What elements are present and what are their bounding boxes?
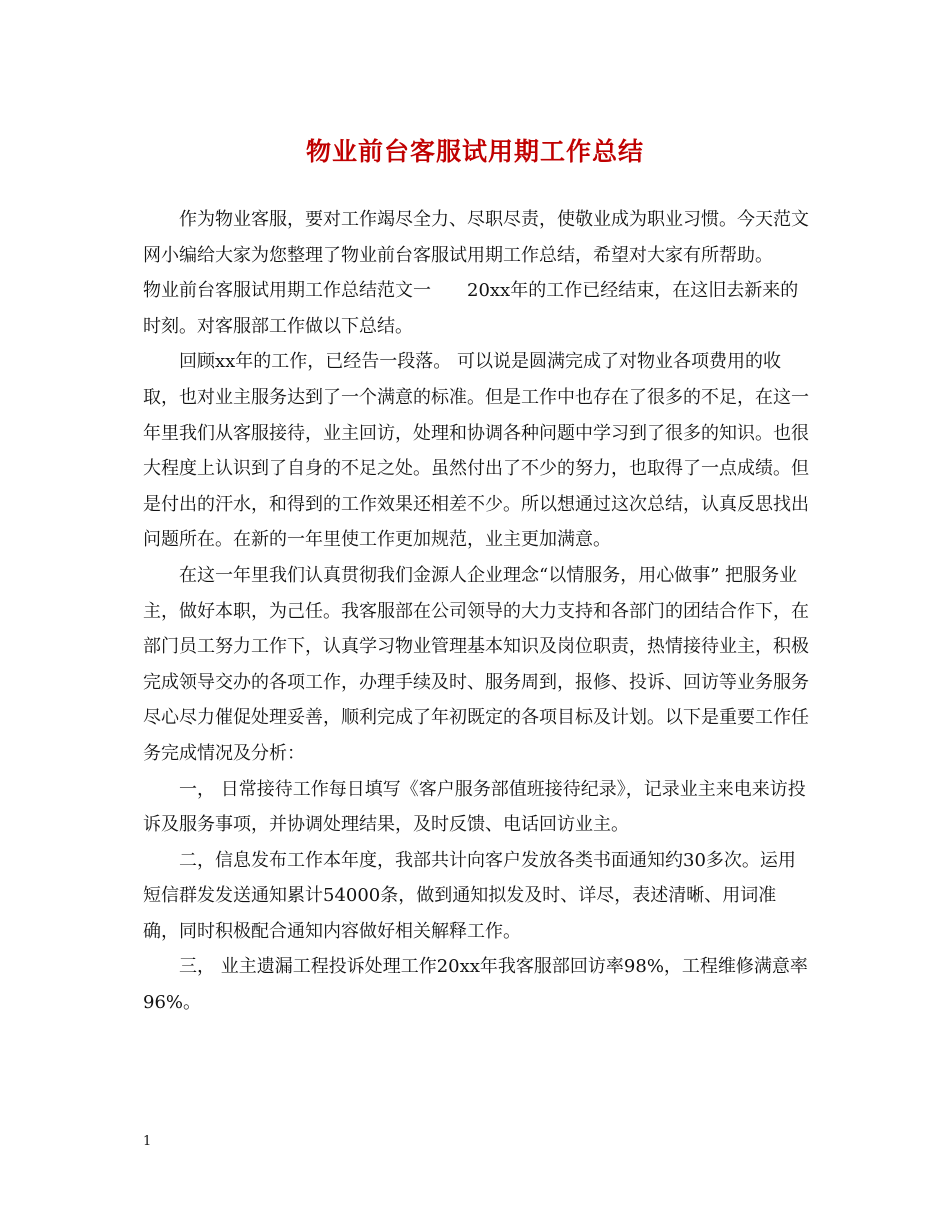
paragraph-item-three: 三， 业主遗漏工程投诉处理工作20xx年我客服部回访率98%，工程维修满意率96%。 (143, 956, 808, 1014)
document-body (143, 202, 811, 1021)
paragraph-item-one: 一， 日常接待工作每日填写《客户服务部值班接待纪录》，记录业主来电来访投诉及服务事项，并协调处理结果，及时反馈、电话回访业主。 (143, 778, 806, 836)
paragraph-sample-heading: 物业前台客服试用期工作总结范文一 20xx年的工作已经结束，在这旧去新来的时刻。对客服部工作做以下总结。 (143, 280, 799, 337)
document-title: 物业前台客服试用期工作总结 (305, 137, 644, 166)
paragraph-review: 回顾xx年的工作，已经告一段落。 可以说是圆满完成了对物业各项费用的收取，也对业主服务达到了一个满意的标准。但是工作中也存在了很多的不足，在这一年里我们从客服接待，业主回访，处理和协调各种问题中学习到了很多的知识。也很大程度上认识到了自身的不足之处。虽然付出了不少的努力，也取得了一点成绩。但是付出的汗水，和得到的工作效果还相差不少。所以想通过这次总结，认真反思找出问题所在。在新的一年里使工作更加规范，业主更加满意。 (143, 351, 809, 551)
paragraph-item-two: 二，信息发布工作本年度，我部共计向客户发放各类书面通知约30多次。运用短信群发发送通知累计54000条，做到通知拟发及时、详尽，表述清晰、用词准确，同时积极配合通知内容做好相关解释工作。 (143, 849, 796, 942)
paragraph-intro: 作为物业客服，要对工作竭尽全力、尽职尽责，使敬业成为职业习惯。今天范文网小编给大家为您整理了物业前台客服试用期工作总结，希望对大家有所帮助。 (143, 209, 809, 266)
page-number: 1 (143, 1134, 152, 1149)
paragraph-philosophy: 在这一年里我们认真贯彻我们金源人企业理念“以情服务，用心做事” 把服务业主，做好本职，为己任。我客服部在公司领导的大力支持和各部门的团结合作下，在部门员工努力工作下，认真学习物业管理基本知识及岗位职责，热情接待业主，积极完成领导交办的各项工作，办理手续及时、服务周到，报修、投诉、回访等业务服务尽心尽力催促处理妥善，顺利完成了年初既定的各项目标及计划。以下是重要工作任务完成情况及分析： (143, 564, 809, 764)
